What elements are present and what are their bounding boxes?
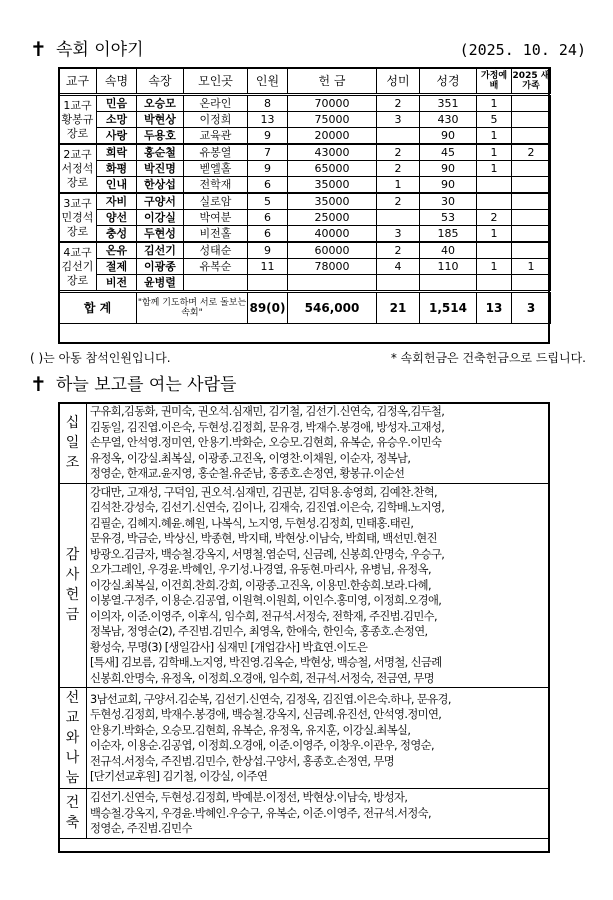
section-title: 하늘 보고를 여는 사람들 [56, 375, 237, 395]
table-row [59, 226, 551, 243]
col-header: 성경 [420, 68, 477, 95]
total-cell: 21 [377, 292, 420, 324]
table-cell [512, 210, 551, 226]
offering-note: * 속회헌금은 건축헌금으로 드립니다. [390, 351, 586, 365]
table-cell: 40 [420, 242, 477, 259]
table-cell: 두현성 [137, 226, 184, 243]
table-cell: 7 [248, 144, 288, 161]
table-cell [477, 177, 512, 194]
table-row [59, 242, 551, 259]
table-cell: 자비 [97, 193, 137, 210]
donor-line: 이순자, 이용순.김공엽, 이정희.오경애, 이준.이영주, 이창우.이관우, 정영순, [90, 739, 434, 752]
table-cell: 절제 [97, 259, 137, 275]
table-cell: 전학재 [184, 177, 248, 194]
donor-line: 안용기.박화순, 오승모.김현희, 유복순, 유정옥, 유지훈, 이강실.최복실, [90, 723, 411, 737]
table-cell [477, 242, 512, 259]
table-cell: 9 [248, 128, 288, 145]
total-cell: 1,514 [420, 292, 477, 324]
table-cell: 2 [377, 95, 420, 112]
table-cell: 홍순철 [137, 144, 184, 161]
table-header-row [59, 68, 551, 95]
district-cell: 2교구 서정석 장로 [59, 144, 97, 193]
table-cell: 4 [377, 259, 420, 275]
col-header: 모인곳 [184, 68, 248, 95]
donor-row [59, 483, 550, 688]
table-cell: 2 [377, 144, 420, 161]
district-cell: 1교구 황봉규 장로 [59, 95, 97, 145]
donor-line: 김필순, 김혜지.혜윤.혜원, 나복식, 노지영, 두현성.김정희, 민태홍.태린, [90, 516, 414, 530]
donor-line: 방광오.김금자, 백승철.강옥지, 서명철.염순덕, 신금례, 신봉희.안명숙, 우승구, [90, 547, 445, 561]
table-cell: 윤병렬 [137, 275, 184, 292]
table-cell: 9 [248, 242, 288, 259]
category-char: 건축 [65, 795, 80, 832]
table-cell: 박현상 [137, 112, 184, 128]
category-char: 조 [65, 454, 80, 471]
col-header: 가정예배 [477, 68, 512, 95]
category-char: 나눔 [65, 750, 80, 786]
donor-names [87, 688, 550, 789]
district-cell: 3교구 민경석 장로 [59, 193, 97, 242]
table-cell: 2 [377, 193, 420, 210]
table-row [59, 259, 551, 275]
table-cell: 20000 [288, 128, 377, 145]
table-cell: 35000 [288, 193, 377, 210]
table-cell: 이광종 [137, 259, 184, 275]
donor-category [59, 403, 87, 484]
donor-names [87, 403, 550, 484]
donor-line: 정영순, 주진범.김민수 [90, 822, 192, 835]
donor-line: [단기선교후원] 김기철, 이강실, 이주연 [90, 770, 268, 783]
donor-line: 3남선교회, 구양서.김순복, 김선기.신연숙, 김정옥, 김진엽.이은숙.하나, 문유경, [90, 692, 451, 706]
table-cell: 43000 [288, 144, 377, 161]
table-cell: 35000 [288, 177, 377, 194]
col-header: 헌 금 [288, 68, 377, 95]
total-cell: 546,000 [288, 292, 377, 324]
table-cell: 1 [477, 128, 512, 145]
donor-line: 강대만, 고재성, 구덕임, 권오석.심재민, 김권분, 김덕용.송영희, 김예찬.찬혁, [90, 485, 437, 499]
table-row [59, 128, 551, 145]
total-cell: 3 [512, 292, 551, 324]
donor-row [59, 403, 550, 484]
table-cell: 78000 [288, 259, 377, 275]
table-cell: 인내 [97, 177, 137, 194]
donor-names [87, 789, 550, 839]
table-cell: 온라인 [184, 95, 248, 112]
table-cell: 박진명 [137, 161, 184, 177]
donor-category [59, 789, 87, 839]
donor-category [59, 688, 87, 789]
category-char: 일 [65, 434, 80, 451]
donor-line: 정영순, 한재교.윤지영, 홍순철.유준남, 홍종호.손정연, 황봉규.이순선 [90, 467, 405, 480]
total-cell: 13 [477, 292, 512, 324]
table-cell [377, 275, 420, 292]
table-cell: 이정희 [184, 112, 248, 128]
cross-icon: ✝ [30, 37, 47, 61]
table-cell: 45 [420, 144, 477, 161]
section-title: 속회 이야기 [56, 40, 144, 60]
table-cell: 351 [420, 95, 477, 112]
table-cell: 오승모 [137, 95, 184, 112]
table-cell: 110 [420, 259, 477, 275]
table-cell: 185 [420, 226, 477, 243]
donor-line: 이의자, 이준.이영주, 이후식, 임수희, 전규석.서정숙, 전학재, 주진범.김민수, [90, 609, 437, 623]
table-cell [248, 275, 288, 292]
table-cell: 양선 [97, 210, 137, 226]
table-cell: 8 [248, 95, 288, 112]
col-header: 2025 새가족 [512, 68, 551, 95]
table-cell [512, 275, 551, 292]
donor-line: 문유경, 박금순, 박상신, 박종현, 박지태, 박현상.이남숙, 박희태, 백선민.현진 [90, 532, 437, 545]
table-cell: 2 [377, 242, 420, 259]
table-cell [377, 210, 420, 226]
table-cell: 실로암 [184, 193, 248, 210]
table-cell [512, 193, 551, 210]
donor-line: 이봉열.구정주, 이용순.김공엽, 이원혁.이원희, 이인수.홍미영, 이정희.오경애, [90, 594, 442, 607]
table-cell: 1 [477, 144, 512, 161]
table-cell [512, 112, 551, 128]
table-cell: 1 [477, 259, 512, 275]
table-cell: 김선기 [137, 242, 184, 259]
table-cell: 11 [248, 259, 288, 275]
table-cell: 1 [477, 226, 512, 243]
table-row [59, 275, 551, 292]
donor-line: 오가그레인, 우경윤.박혜인, 우기성.나경열, 유동현.마리사, 유병님, 유정옥, [90, 563, 431, 576]
table-row [59, 210, 551, 226]
table-cell: 6 [248, 226, 288, 243]
donor-line: 신봉희.안명숙, 유정옥, 이정희.오경애, 임수희, 전규석.서정숙, 전금연, 무명 [90, 671, 434, 685]
table-cell [512, 95, 551, 112]
table-cell: 화평 [97, 161, 137, 177]
donor-line: [특새] 김보름, 김학배.노지영, 박진영.김옥순, 박현상, 백승철, 서명철, 신금례 [90, 656, 442, 669]
table-row [59, 112, 551, 128]
table-cell: 1 [477, 95, 512, 112]
donor-line: 백승철.강옥지, 우경윤.박혜인.우승구, 유복순, 이준.이영주, 전규석.서정숙, [90, 806, 431, 820]
table-cell [512, 177, 551, 194]
category-char: 선교 [65, 690, 80, 726]
table-cell: 비전홀 [184, 226, 248, 243]
table-cell: 3 [377, 226, 420, 243]
table-cell: 430 [420, 112, 477, 128]
donor-row [59, 688, 550, 789]
donor-line: 손무열, 안석영.정미연, 안용기.박화순, 오승모.김현희, 유복순, 유승우.이민숙 [90, 436, 442, 449]
col-header: 속장 [137, 68, 184, 95]
table-cell: 30 [420, 193, 477, 210]
table-cell: 한상섭 [137, 177, 184, 194]
table-cell [477, 275, 512, 292]
table-cell: 구양서 [137, 193, 184, 210]
category-char: 감 [65, 547, 80, 564]
table-cell: 90 [420, 128, 477, 145]
table-cell: 2 [377, 161, 420, 177]
donor-line: 유정옥, 이강실.최복실, 이광종.고진옥, 이영찬.이채원, 이순자, 정복남, [90, 451, 411, 465]
table-cell: 9 [248, 161, 288, 177]
table-cell: 6 [248, 177, 288, 194]
motto-note: "함께 기도하며 서로 돌보는 속회" [137, 292, 248, 324]
donor-line: 황성숙, 무명(3) [생일감사] 심재민 [개업감사] 박효연.이도은 [90, 640, 368, 654]
section-header-sokhoe [30, 38, 586, 62]
donor-line: 김동일, 김진엽.이은숙, 두현성.김정희, 문유경, 박재수.봉경애, 방성자.고재성, [90, 420, 445, 434]
table-cell: 25000 [288, 210, 377, 226]
attendance-table [58, 67, 551, 324]
table-cell: 65000 [288, 161, 377, 177]
table-cell: 13 [248, 112, 288, 128]
donor-table [58, 402, 550, 839]
table-cell: 이강실 [137, 210, 184, 226]
table-cell: 6 [248, 210, 288, 226]
category-char: 금 [65, 607, 80, 624]
table-cell: 소망 [97, 112, 137, 128]
table-cell: 박여분 [184, 210, 248, 226]
table-cell: 3 [377, 112, 420, 128]
table-cell: 사랑 [97, 128, 137, 145]
category-char: 사 [65, 567, 80, 584]
table-cell: 5 [248, 193, 288, 210]
table-cell: 희락 [97, 144, 137, 161]
table-cell: 두용호 [137, 128, 184, 145]
donor-row [59, 789, 550, 839]
donor-line: 구유회,김동화, 권미숙, 권오석.심재민, 김기철, 김선기.신연숙, 김정옥,김두철, [90, 405, 445, 418]
table-cell: 민음 [97, 95, 137, 112]
table-cell: 90 [420, 177, 477, 194]
donor-line: 정복남, 정영순(2), 주진범.김민수, 최영옥, 한애숙, 한인숙, 홍종호.손정연, [90, 625, 428, 638]
table-cell [512, 226, 551, 243]
table-cell: 70000 [288, 95, 377, 112]
donor-line: 두현성.김정희, 박재수.봉경애, 백승철.강옥지, 신금례.유진선, 안석영.정미연, [90, 708, 442, 721]
table-cell [288, 275, 377, 292]
table-cell: 비전 [97, 275, 137, 292]
table-cell: 벧엘홀 [184, 161, 248, 177]
col-header: 성미 [377, 68, 420, 95]
cross-icon: ✝ [30, 372, 47, 396]
table-cell: 1 [377, 177, 420, 194]
table-cell [377, 128, 420, 145]
table-cell: 2 [477, 210, 512, 226]
table-cell: 충성 [97, 226, 137, 243]
donor-line: 이강실.최복실, 이건희.찬희.강희, 이광종.고진옥, 이용민.한송희.보라.다혜, [90, 578, 431, 592]
col-header: 속명 [97, 68, 137, 95]
table-cell: 90 [420, 161, 477, 177]
table-cell [512, 242, 551, 259]
district-cell: 4교구 김선기 장로 [59, 242, 97, 292]
table-cell: 1 [512, 259, 551, 275]
total-label: 합 계 [59, 292, 137, 324]
child-count-note: ( )는 아동 참석인원입니다. [30, 351, 171, 365]
table-row [59, 161, 551, 177]
table-cell: 60000 [288, 242, 377, 259]
table-row [59, 177, 551, 194]
table-cell: 교육관 [184, 128, 248, 145]
footnotes [30, 349, 586, 367]
col-header: 교구 [59, 68, 97, 95]
table-cell: 75000 [288, 112, 377, 128]
bulletin-date: (2025. 10. 24) [459, 41, 586, 59]
table-cell [512, 161, 551, 177]
table-cell: 유복순 [184, 259, 248, 275]
table-cell [420, 275, 477, 292]
donor-category [59, 483, 87, 688]
donor-line: 김선기.신연숙, 두현성.김정희, 박예분.이정선, 박현상.이남숙, 방성자, [90, 791, 408, 804]
table-cell: 5 [477, 112, 512, 128]
table-cell: 2 [512, 144, 551, 161]
donor-line: 전규석.서정숙, 주진범.김민수, 한상섭.구양서, 홍종호.손정연, 무명 [90, 754, 395, 768]
table-cell: 1 [477, 161, 512, 177]
table-cell: 온유 [97, 242, 137, 259]
table-cell: 53 [420, 210, 477, 226]
table-cell [512, 128, 551, 145]
col-header: 인원 [248, 68, 288, 95]
table-cell: 성태순 [184, 242, 248, 259]
table-row [59, 193, 551, 210]
total-row [59, 292, 551, 324]
table-cell [184, 275, 248, 292]
table-cell: 40000 [288, 226, 377, 243]
table-row [59, 144, 551, 161]
table-cell [477, 193, 512, 210]
total-cell: 89(0) [248, 292, 288, 324]
donor-names [87, 483, 550, 688]
category-char: 와 [65, 730, 80, 746]
category-char: 십 [65, 414, 80, 431]
table-row [59, 95, 551, 112]
donor-line: 김석찬.강성숙, 김선기.신연숙, 김이나, 김재숙, 김진엽.이은숙, 김학배.노지영, [90, 501, 445, 514]
category-char: 헌 [65, 587, 80, 604]
table-cell: 유봉열 [184, 144, 248, 161]
